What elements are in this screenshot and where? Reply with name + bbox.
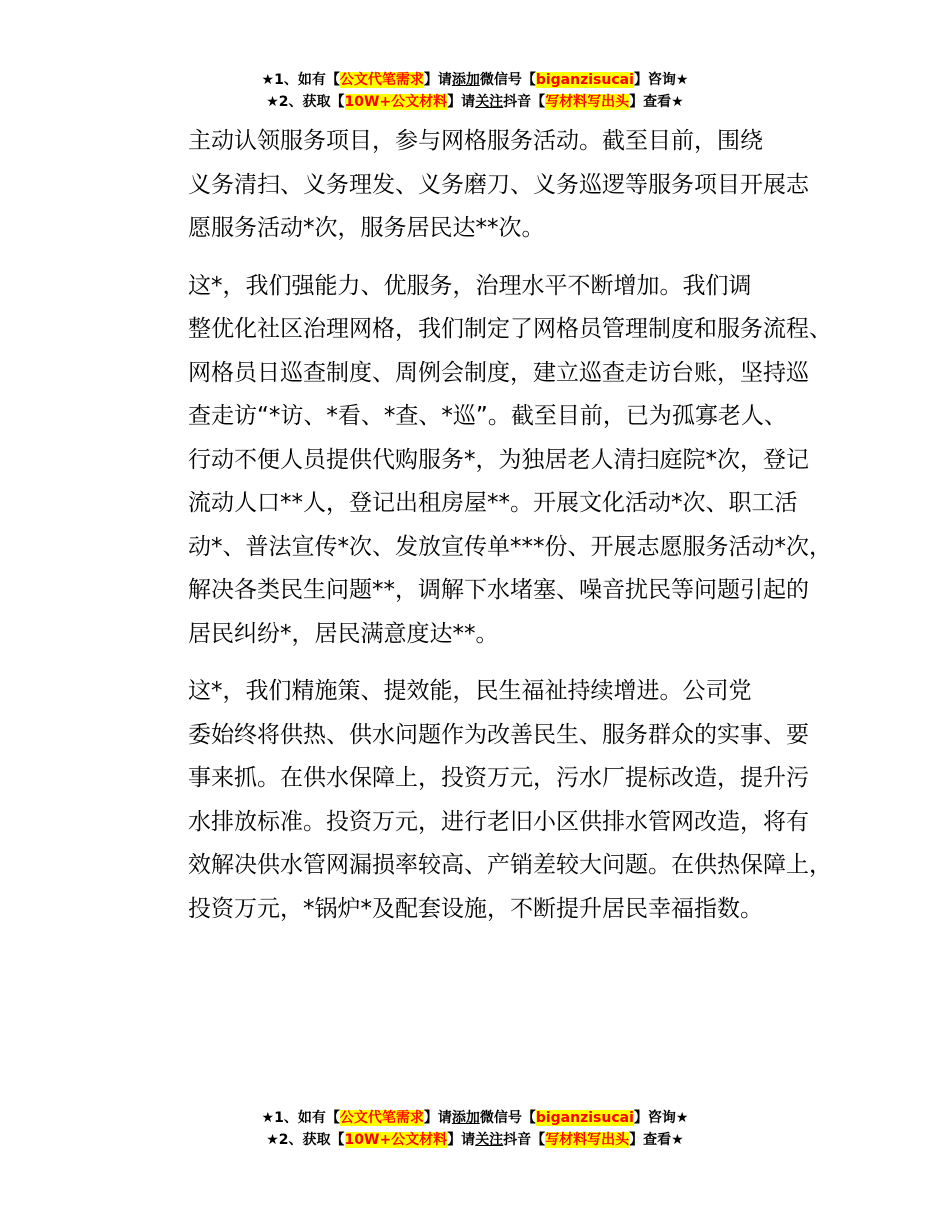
banner-highlight: 公文代笔需求 [339,1110,424,1126]
header-banner [0,69,950,113]
banner-text: 】请 [423,72,452,88]
banner-highlight: 10W+公文材料 [344,94,448,110]
text-line: 义务清扫、义务理发、义务磨刀、义务巡逻等服务项目开展志 [188,171,809,198]
banner-text: ★1、如有【 [261,1110,340,1126]
banner-text: 】查看★ [629,1132,684,1148]
text-line: 网格员日巡查制度、周例会制度，建立巡查走访台账，坚持巡 [188,359,809,386]
banner-text: 】请 [447,1132,476,1148]
banner-highlight: 写材料写出头 [545,1132,630,1148]
banner-underline: 关注 [475,94,504,110]
banner-text: 微信号【 [479,1110,536,1126]
text-line: 查走访“*访、*看、*查、*巡”。截至目前，已为孤寡老人、 [188,403,787,429]
text-line: 效解决供水管网漏损率较高、产销差较大问题。在供热保障上， [188,852,832,878]
text-line: 动*、普法宣传*次、发放宣传单***份、开展志愿服务活动*次， [188,533,832,560]
paragraph-2 [140,265,840,657]
paragraph-1 [140,120,840,251]
paragraph-3 [140,670,840,931]
text-line: 水排放标准。投资万元，进行老旧小区供排水管网改造，将有 [188,808,809,835]
banner-text: 】查看★ [629,94,684,110]
banner-line-1 [0,1107,950,1129]
banner-text: 】咨询★ [633,1110,689,1126]
banner-text: 抖音【 [503,94,546,110]
banner-underline: 关注 [475,1132,504,1148]
text-line: 居民纠纷*，居民满意度达**。 [188,620,499,647]
banner-text: 】请 [447,94,476,110]
text-line: 主动认领服务项目，参与网格服务活动。截至目前，围绕 [188,128,763,154]
banner-highlight: biganzisucai [535,72,634,88]
banner-line-2 [0,1129,950,1151]
banner-underline: 添加 [451,72,480,88]
banner-text: 微信号【 [479,72,536,88]
text-line: 行动不便人员提供代购服务*，为独居老人清扫庭院*次，登记 [188,446,809,473]
banner-highlight: 公文代笔需求 [339,72,424,88]
banner-line-2 [0,91,950,113]
text-line: 投资万元，*锅炉*及配套设施，不断提升居民幸福指数。 [188,895,763,922]
banner-text: 】请 [423,1110,452,1126]
banner-text: 抖音【 [503,1132,546,1148]
text-line: 事来抓。在供水保障上，投资万元，污水厂提标改造，提升污 [188,765,809,791]
text-line: 愿服务活动*次，服务居民达**次。 [188,215,545,241]
banner-highlight: 10W+公文材料 [344,1132,448,1148]
banner-text: ★2、获取【 [266,94,345,110]
banner-text: 】咨询★ [633,72,689,88]
text-line: 流动人口**人，登记出租房屋**。开展文化活动*次、职工活 [188,490,798,516]
banner-highlight: biganzisucai [535,1110,634,1126]
banner-line-1 [0,69,950,91]
footer-banner [0,1107,950,1151]
text-line: 解决各类民生问题**，调解下水堵塞、噪音扰民等问题引起的 [188,577,809,603]
banner-text: ★2、获取【 [266,1132,345,1148]
document-body [140,120,840,945]
banner-underline: 添加 [451,1110,480,1126]
text-line: 这*，我们强能力、优服务，治理水平不断增加。我们调 [188,272,752,299]
text-line: 这*，我们精施策、提效能，民生福祉持续增进。公司党 [188,678,752,704]
banner-text: ★1、如有【 [261,72,340,88]
banner-highlight: 写材料写出头 [545,94,630,110]
text-line: 委始终将供热、供水问题作为改善民生、服务群众的实事、要 [188,721,809,748]
text-line: 整优化社区治理网格，我们制定了网格员管理制度和服务流程、 [188,316,832,342]
